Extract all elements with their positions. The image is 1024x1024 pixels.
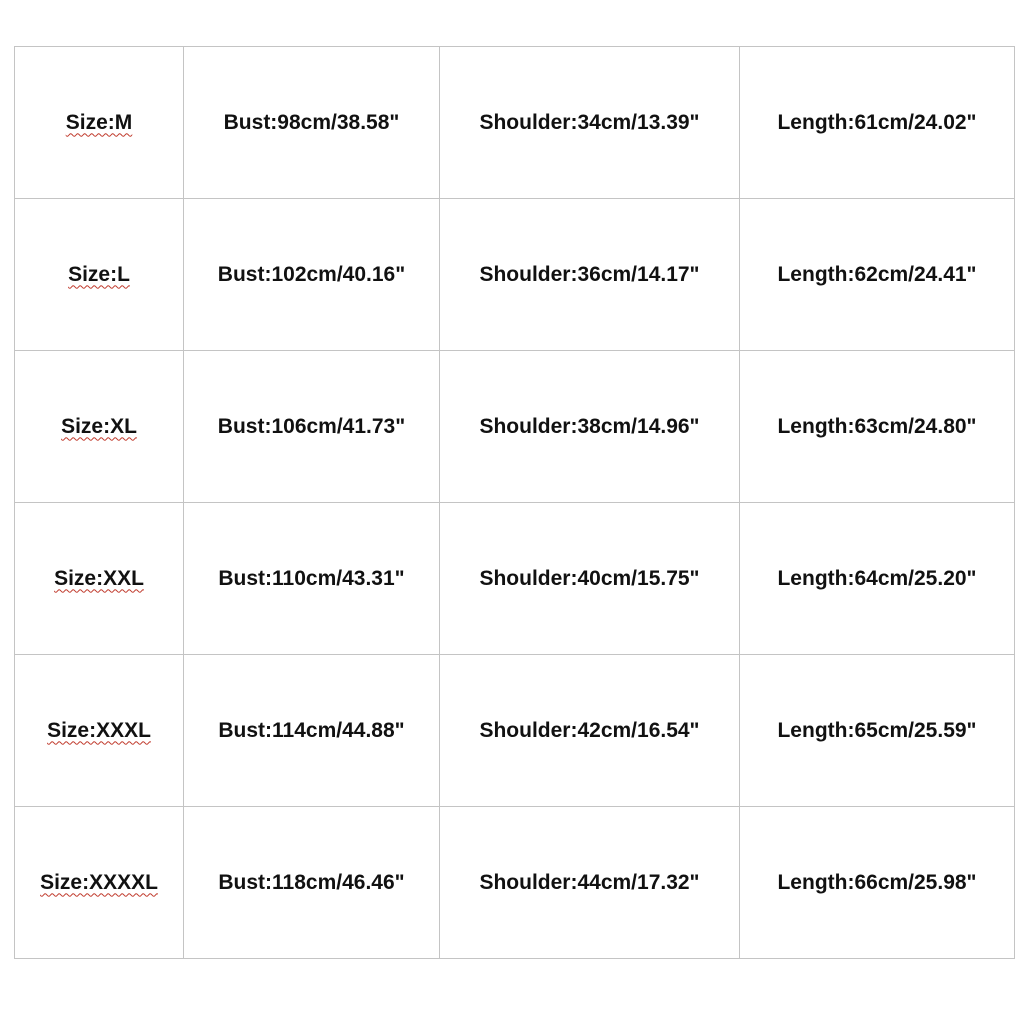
shoulder-cell: Shoulder:34cm/13.39" xyxy=(440,47,740,199)
table-row xyxy=(15,655,1015,807)
bust-cell: Bust:110cm/43.31" xyxy=(184,503,440,655)
size-label: Size:XXXL xyxy=(47,718,151,742)
bust-cell: Bust:98cm/38.58" xyxy=(184,47,440,199)
length-cell: Length:61cm/24.02" xyxy=(740,47,1015,199)
length-cell: Length:65cm/25.59" xyxy=(740,655,1015,807)
shoulder-cell: Shoulder:44cm/17.32" xyxy=(440,807,740,959)
size-cell xyxy=(15,655,184,807)
table-row xyxy=(15,503,1015,655)
size-label: Size:XXXXL xyxy=(40,870,158,894)
table-row xyxy=(15,351,1015,503)
size-chart-table xyxy=(14,46,1015,959)
table-row xyxy=(15,199,1015,351)
length-cell: Length:63cm/24.80" xyxy=(740,351,1015,503)
size-cell xyxy=(15,47,184,199)
size-cell xyxy=(15,199,184,351)
size-label: Size:XXL xyxy=(54,566,144,590)
shoulder-cell: Shoulder:42cm/16.54" xyxy=(440,655,740,807)
size-cell xyxy=(15,503,184,655)
size-label: Size:XL xyxy=(61,414,137,438)
size-label: Size:L xyxy=(68,262,130,286)
size-cell xyxy=(15,807,184,959)
length-cell: Length:66cm/25.98" xyxy=(740,807,1015,959)
bust-cell: Bust:106cm/41.73" xyxy=(184,351,440,503)
size-label: Size:M xyxy=(65,110,133,134)
shoulder-cell: Shoulder:40cm/15.75" xyxy=(440,503,740,655)
bust-cell: Bust:118cm/46.46" xyxy=(184,807,440,959)
length-cell: Length:62cm/24.41" xyxy=(740,199,1015,351)
length-cell: Length:64cm/25.20" xyxy=(740,503,1015,655)
shoulder-cell: Shoulder:38cm/14.96" xyxy=(440,351,740,503)
bust-cell: Bust:114cm/44.88" xyxy=(184,655,440,807)
shoulder-cell: Shoulder:36cm/14.17" xyxy=(440,199,740,351)
bust-cell: Bust:102cm/40.16" xyxy=(184,199,440,351)
size-cell xyxy=(15,351,184,503)
table-row xyxy=(15,807,1015,959)
table-row xyxy=(15,47,1015,199)
